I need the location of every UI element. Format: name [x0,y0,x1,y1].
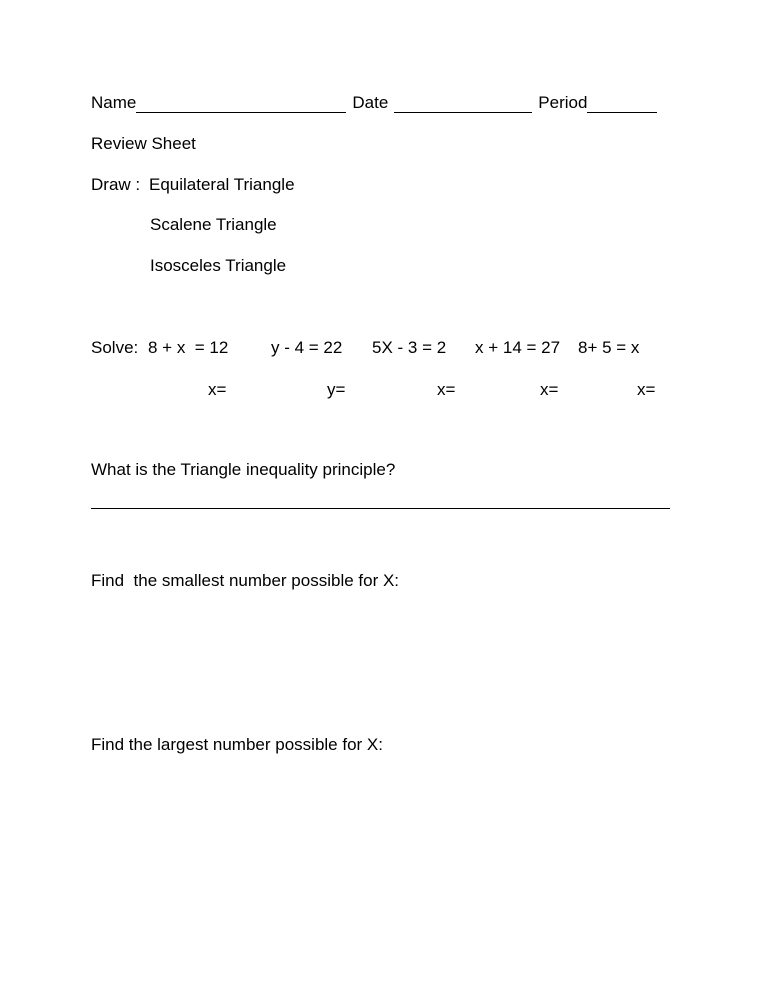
date-field[interactable] [394,112,532,113]
equation: 5X - 3 = 2 [372,338,447,357]
period-label: Period [538,93,588,112]
name-label: Name [91,93,137,112]
equation: y - 4 = 22 [271,338,343,357]
date-label: Date [352,93,389,112]
draw-label: Draw : [91,175,141,194]
draw-item-scalene: Scalene Triangle [150,215,277,234]
equation: x + 14 = 27 [475,338,561,357]
inequality-question: What is the Triangle inequality principle? [91,460,396,479]
answer-label: x= [637,380,656,399]
period-field[interactable] [587,112,657,113]
smallest-prompt: Find the smallest number possible for X: [91,571,400,590]
answer-label: x= [540,380,559,399]
solve-label: Solve: [91,338,139,357]
answer-label: y= [327,380,346,399]
equation: 8+ 5 = x [578,338,640,357]
answer-label: x= [437,380,456,399]
page-title: Review Sheet [91,134,196,153]
largest-prompt: Find the largest number possible for X: [91,735,383,754]
equation: 8 + x = 12 [148,338,229,357]
draw-item-equilateral: Equilateral Triangle [149,175,295,194]
name-field[interactable] [136,112,346,113]
answer-label: x= [208,380,227,399]
draw-item-isosceles: Isosceles Triangle [150,256,287,275]
inequality-answer-line[interactable] [91,508,670,509]
header-line [91,93,657,113]
